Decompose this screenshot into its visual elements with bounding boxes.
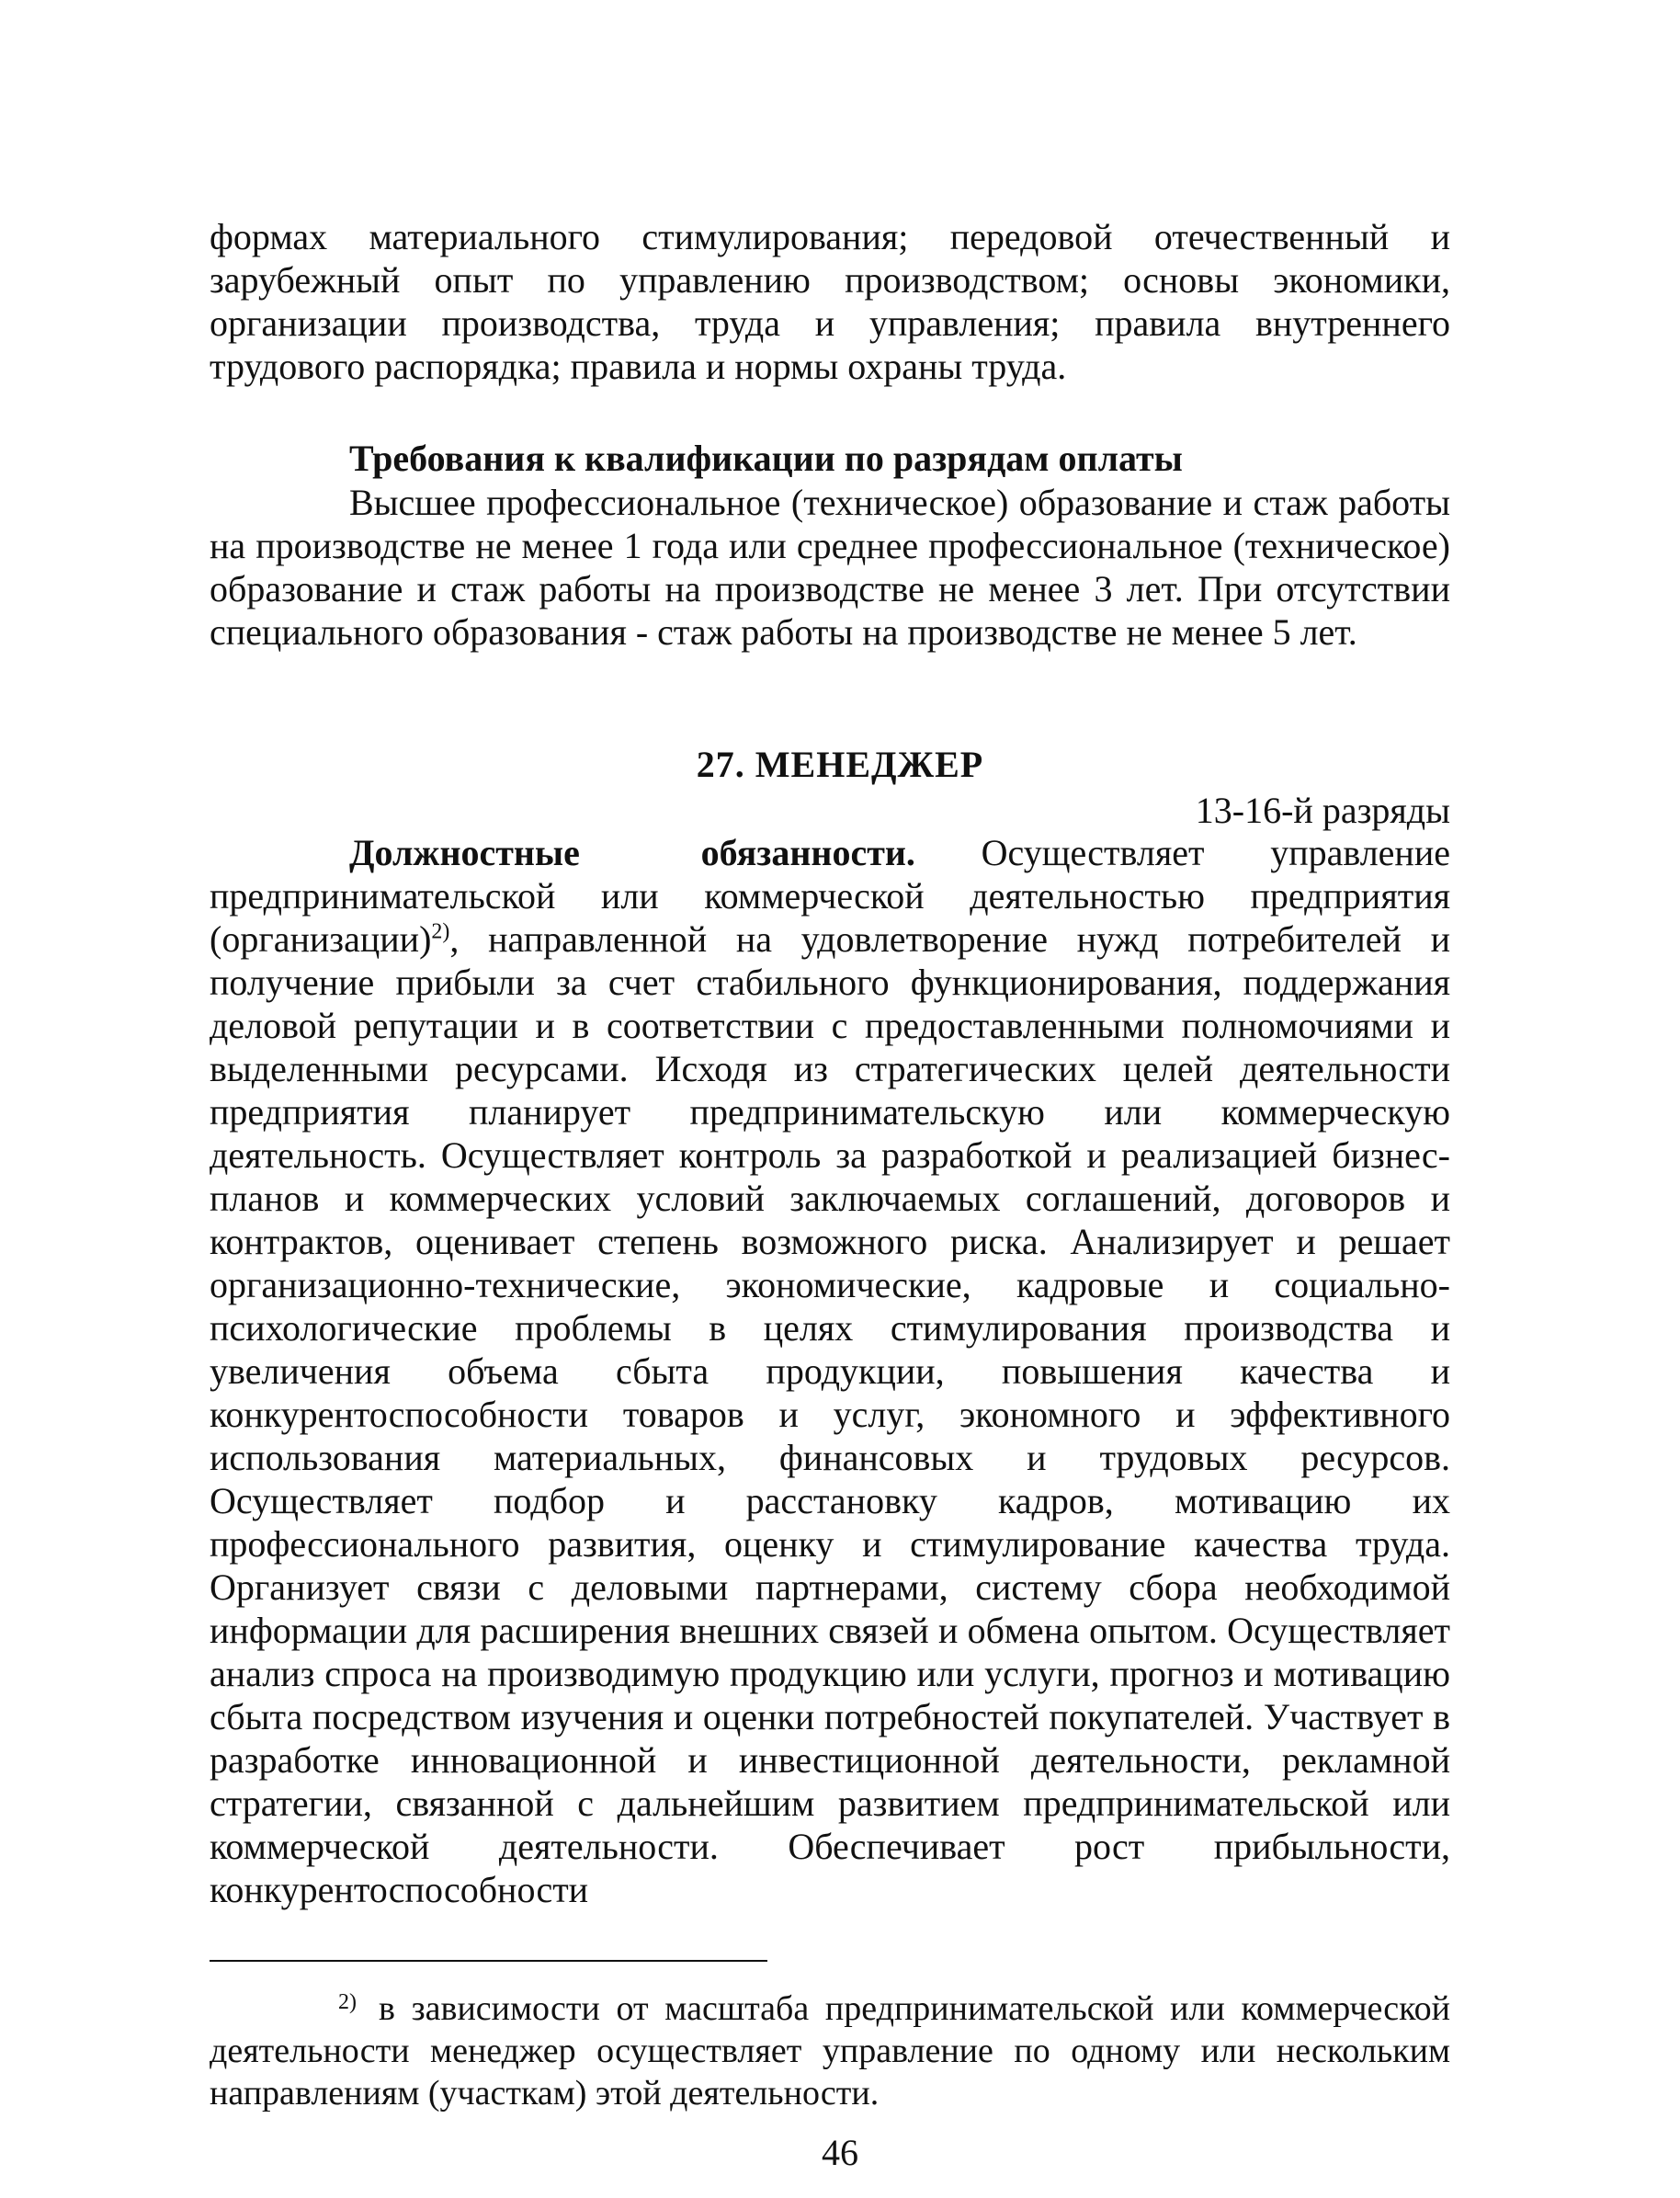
qualification-heading: Требования к квалификации по разрядам оплаты — [349, 438, 1183, 479]
grade-range: 13-16-й разряды — [1195, 790, 1450, 831]
duties-text-part2: , направленной на удовлетворение нужд потребителей и получение прибыли за счет стабильного функционирования, поддержания деловой репутации и в соответствии с предоставленными полномочиями и выделенными ресурсами. Исходя из стратегических целей деятельности предприятия планирует предпринимательскую или коммерческую деятельность. Осуществляет контроль за разработкой и реализацией бизнес-планов и коммерческих условий заключаемых соглашений, договоров и контрактов, оценивает степень возможного риска. Анализирует и решает организационно-технические, экономические, кадровые и социально-психологические проблемы в целях стимулирования производства и увеличения объема сбыта продукции, повышения качества и конкурентоспособности товаров и услуг, экономного и эффективного использования материальных, финансовых и трудовых ресурсов. Осуществляет подбор и расстановку кадров, мотивацию их профессионального развития, оценку и стимулирование качества труда. Организует связи с деловыми партнерами, систему сбора необходимой информации для расширения внешних связей и обмена опытом. Осуществляет анализ спроса на производимую продукцию или услуги, прогноз и мотивацию сбыта посредством изучения и оценки потребностей покупателей. Участвует в разработке инновационной и инвестиционной деятельности, рекламной стратегии, связанной с дальнейшим развитием предпринимательской или коммерческой деятельности. Обеспечивает рост прибыльности, конкурентоспособности — [210, 918, 1450, 1910]
section-title: 27. МЕНЕДЖЕР — [696, 744, 984, 785]
footnote — [210, 1987, 1450, 2114]
duties-text-part1: Осуществляет управление предпринимательской или коммерческой деятельностью предприятия (организации) — [210, 832, 1450, 960]
page-number: 46 — [822, 2132, 858, 2173]
footnote-mark: 2) — [338, 1990, 357, 2014]
qualification-paragraph: Высшее профессиональное (техническое) образование и стаж работы на производстве не менее 1 года или среднее профессиональное (техническое) образование и стаж работы на производстве не менее 3 лет. При отсутствии специального образования - стаж работы на производстве не менее 5 лет. — [210, 482, 1450, 653]
intro-paragraph: формах материального стимулирования; передовой отечественный и зарубежный опыт по управлению производством; основы экономики, организации производства, труда и управления; правила внутреннего трудового распорядка; правила и нормы охраны труда. — [210, 216, 1450, 387]
footnote-reference: 2) — [431, 919, 450, 944]
footnote-text: в зависимости от масштаба предпринимательской или коммерческой деятельности менеджер осуществляет управление по одному или нескольким направлениям (участкам) этой деятельности. — [210, 1989, 1450, 2113]
footnote-divider — [210, 1960, 767, 1962]
duties-paragraph — [210, 831, 1450, 1911]
duties-lead: Должностные обязанности. — [349, 832, 915, 873]
